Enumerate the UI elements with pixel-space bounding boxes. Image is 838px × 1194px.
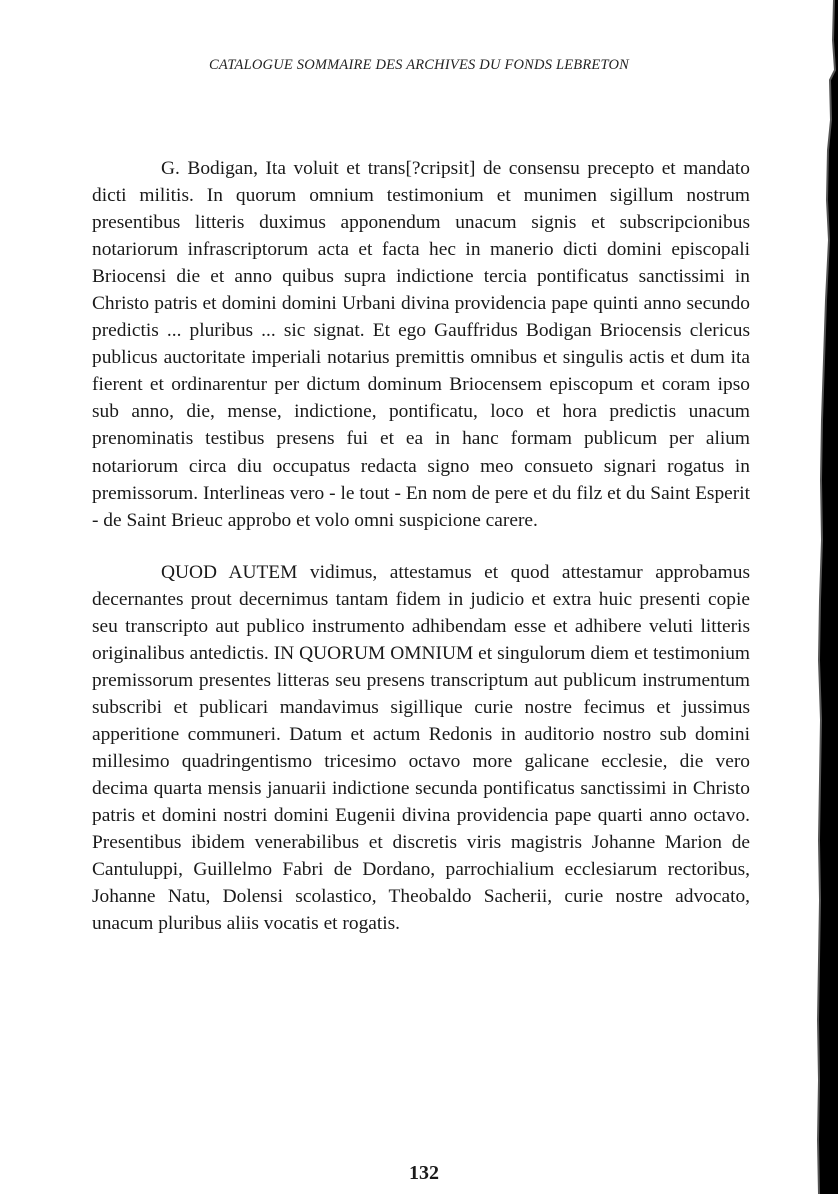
paragraph-1: G. Bodigan, Ita voluit et trans[?cripsit] de consensu precepto et mandato dicti militis. In quorum omnium testimonium et munimen sigillum nostrum presentibus litteris duximus apponendum unacum signis et subscripcionibus notariorum infrascriptorum acta et facta hec in manerio dicti domini episcopali Briocensi die et anno quibus supra indictione tercia pontificatus sanctissimi in Christo patris et domini domini Urbani divina providencia pape quinti anno secundo predictis ... pluribus ... sic signat. Et ego Gauffridus Bodigan Briocensis clericus publicus auctoritate imperiali notarius premittis omnibus et singulis actis et dum ita fierent et ordinarentur per dictum dominum Briocensem episcopum et coram ipso sub anno, die, mense, indictione, pontificatu, loco et hora predictis unacum prenominatis testibus presens fui et ea in hanc formam publicum per alium notariorum circa diu occupatus redacta signo meo consueto signari rogatus in premissorum. Interlineas vero - le tout - En nom de pere et du filz et du Saint Esperit - de Saint Brieuc approbo et volo omni suspicione carere. [92, 158, 750, 531]
body-text [92, 155, 750, 937]
paragraph-2: QUOD AUTEM vidimus, attestamus et quod attestamur approbamus decernantes prout decernimus tantam fidem in judicio et extra huic presenti copie seu transcripto aut publico instrumento adhibendam esse et adhibere veluti litteris originalibus antedictis. IN QUORUM OMNIUM et singulorum diem et testimonium premissorum presentes litteras seu presens transcriptum aut publicum instrumentum subscribi et publicari mandavimus sigillique curie nostre fecimus et jussimus apperitione communeri. Datum et actum Redonis in auditorio nostro sub domini millesimo quadringentismo tricesimo octavo more galicane ecclesie, die vero decima quarta mensis januarii indictione secunda pontificatus sanctissimi in Christo patris et domini nostri domini Eugenii divina providencia pape quarti anno octavo. Presentibus ibidem venerabilibus et discretis viris magistris Johanne Marion de Cantuluppi, Guillelmo Fabri de Dordano, parrochialium ecclesiarum rectoribus, Johanne Natu, Dolensi scolastico, Theobaldo Sacherii, curie nostre advocato, unacum pluribus aliis vocatis et rogatis. [92, 561, 750, 935]
scan-edge-shadow [800, 0, 838, 1194]
running-header: CATALOGUE SOMMAIRE DES ARCHIVES DU FONDS LEBRETON [208, 57, 630, 73]
page-number: 132 [409, 1162, 439, 1184]
